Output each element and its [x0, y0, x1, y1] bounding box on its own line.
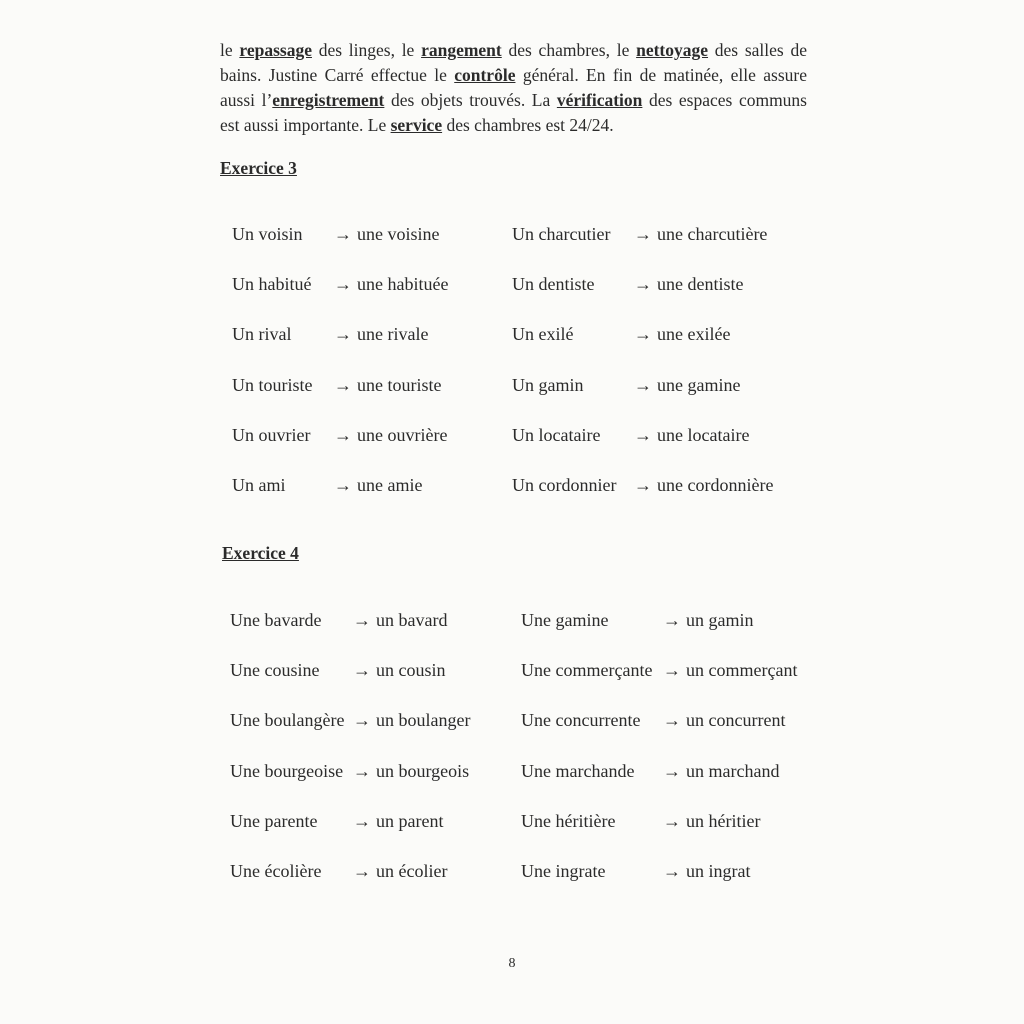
ex3-right-answer: une dentiste: [657, 274, 744, 295]
text-segment: général. En fin de matinée, elle assure aussi l’: [220, 65, 807, 110]
ex4-left-masc-fem-source: Une écolière: [230, 861, 322, 881]
ex3-right-answer: une gamine: [657, 374, 741, 395]
arrow-right-icon: →: [353, 610, 371, 630]
arrow-right-icon: →: [634, 224, 652, 244]
keyword: rangement: [421, 40, 502, 60]
ex3-right-masc-fem-source: Un gamin: [512, 374, 584, 395]
ex3-right-masc-fem-source: Un charcutier: [512, 224, 611, 244]
ex4-right-masc-fem-source: Une ingrate: [521, 861, 606, 881]
arrow-right-icon: →: [334, 324, 352, 345]
ex3-left-masc-fem-source: Un ami: [232, 475, 286, 495]
arrow-right-icon: →: [663, 610, 681, 630]
ex4-left-answer: un parent: [376, 810, 444, 831]
exercise-3-heading: Exercice 3: [220, 158, 297, 178]
arrow-right-icon: →: [663, 760, 681, 781]
ex4-left-masc-fem-source: Une cousine: [230, 660, 320, 681]
intro-paragraph: [220, 38, 807, 138]
keyword: vérification: [556, 90, 643, 110]
ex4-left-masc-fem-source: Une bavarde: [230, 610, 322, 630]
arrow-right-icon: →: [663, 660, 681, 681]
arrow-right-icon: →: [353, 760, 371, 781]
ex3-right-answer: une exilée: [657, 324, 731, 345]
arrow-right-icon: →: [334, 274, 352, 295]
ex3-right-masc-fem-source: Un exilé: [512, 324, 574, 345]
arrow-right-icon: →: [634, 424, 652, 445]
ex4-left-masc-fem-source: Une parente: [230, 810, 318, 831]
keyword: service: [390, 115, 443, 135]
ex4-left-answer: un bavard: [376, 610, 448, 630]
ex3-left-answer: une touriste: [357, 374, 442, 395]
ex4-left-answer: un écolier: [376, 861, 448, 881]
text-segment: des chambres est 24/24.: [442, 115, 614, 135]
ex3-left-answer: une habituée: [357, 274, 449, 295]
keyword: enregistrement: [272, 90, 385, 110]
ex4-left-answer: un boulanger: [376, 710, 471, 731]
page-number: 8: [508, 956, 516, 971]
keyword: repassage: [239, 40, 312, 60]
keyword: nettoyage: [636, 40, 709, 60]
arrow-right-icon: →: [334, 374, 352, 395]
ex3-right-answer: une locataire: [657, 424, 750, 445]
ex3-right-masc-fem-source: Un cordonnier: [512, 475, 617, 495]
ex4-right-masc-fem-source: Une concurrente: [521, 710, 641, 731]
ex4-right-answer: un concurrent: [686, 710, 786, 731]
ex4-left-answer: un cousin: [376, 660, 446, 681]
arrow-right-icon: →: [353, 710, 371, 731]
ex3-left-answer: une voisine: [357, 224, 440, 244]
text-segment: des salles de bains. Justine Carré effectue le: [220, 40, 807, 85]
text-segment: des espaces communs est aussi importante. Le: [220, 90, 807, 135]
arrow-right-icon: →: [634, 475, 652, 495]
arrow-right-icon: →: [663, 710, 681, 731]
arrow-right-icon: →: [334, 224, 352, 244]
text-segment: le: [220, 40, 240, 60]
ex3-left-answer: une rivale: [357, 324, 429, 345]
exercise-4-heading: Exercice 4: [222, 543, 299, 563]
keyword: contrôle: [454, 65, 516, 85]
arrow-right-icon: →: [634, 324, 652, 345]
ex3-right-masc-fem-source: Un locataire: [512, 424, 601, 445]
ex3-right-answer: une cordonnière: [657, 475, 774, 495]
ex3-left-masc-fem-source: Un voisin: [232, 224, 303, 244]
ex3-left-masc-fem-source: Un ouvrier: [232, 424, 311, 445]
ex4-left-masc-fem-source: Une boulangère: [230, 710, 345, 731]
arrow-right-icon: →: [634, 374, 652, 395]
ex4-right-masc-fem-source: Une marchande: [521, 760, 635, 781]
ex4-right-masc-fem-source: Une commerçante: [521, 660, 653, 681]
arrow-right-icon: →: [334, 424, 352, 445]
arrow-right-icon: →: [353, 660, 371, 681]
ex4-left-masc-fem-source: Une bourgeoise: [230, 760, 344, 781]
ex3-left-masc-fem-source: Un habitué: [232, 274, 312, 295]
ex4-right-answer: un marchand: [686, 760, 780, 781]
ex3-right-masc-fem-source: Un dentiste: [512, 274, 595, 295]
ex4-right-masc-fem-source: Une gamine: [521, 610, 609, 630]
ex3-right-answer: une charcutière: [657, 224, 768, 244]
ex4-left-answer: un bourgeois: [376, 760, 470, 781]
ex3-left-masc-fem-source: Un touriste: [232, 374, 313, 395]
ex3-left-answer: une amie: [357, 475, 423, 495]
ex4-right-answer: un commerçant: [686, 660, 798, 681]
arrow-right-icon: →: [634, 274, 652, 295]
arrow-right-icon: →: [663, 810, 681, 831]
ex4-right-answer: un gamin: [686, 610, 754, 630]
text-segment: des linges, le: [311, 40, 422, 60]
arrow-right-icon: →: [353, 810, 371, 831]
ex4-right-answer: un ingrat: [686, 861, 751, 881]
ex3-left-answer: une ouvrière: [357, 424, 448, 445]
ex4-right-masc-fem-source: Une héritière: [521, 810, 616, 831]
arrow-right-icon: →: [334, 475, 352, 495]
text-segment: des objets trouvés. La: [384, 90, 557, 110]
arrow-right-icon: →: [353, 861, 371, 881]
ex3-left-masc-fem-source: Un rival: [232, 324, 292, 345]
ex4-right-answer: un héritier: [686, 810, 761, 831]
arrow-right-icon: →: [663, 861, 681, 881]
text-segment: des chambres, le: [501, 40, 637, 60]
